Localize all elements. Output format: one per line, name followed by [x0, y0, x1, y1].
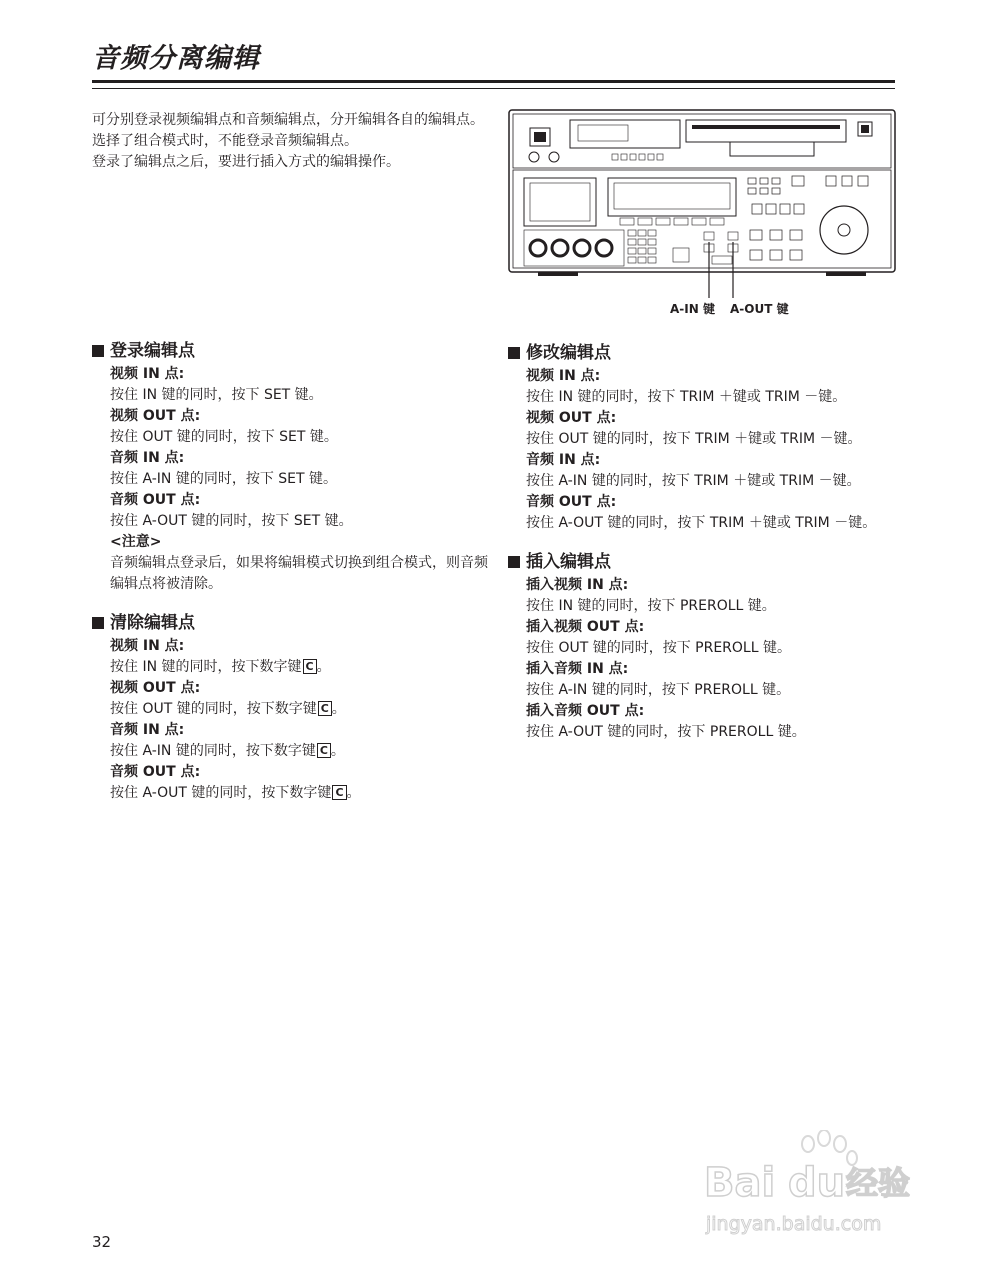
entry-text: 按住 IN 键的同时，按下 PREROLL 键。 — [526, 598, 776, 614]
section-heading — [508, 549, 898, 575]
entry-text: 按住 A-OUT 键的同时，按下 TRIM ＋键或 TRIM －键。 — [526, 515, 877, 531]
c-key-icon: C — [317, 743, 331, 758]
section-heading-text: 清除编辑点 — [110, 613, 195, 633]
note-text: 音频编辑点登录后，如果将编辑模式切换到组合模式，则音频编辑点将被清除。 — [110, 555, 488, 592]
section-heading-text: 修改编辑点 — [526, 343, 611, 363]
intro-text — [92, 110, 492, 173]
entry-label: 视频 IN 点: — [526, 368, 601, 384]
entry-label: 音频 IN 点: — [110, 450, 185, 466]
watermark-brand2: du — [788, 1160, 846, 1206]
entry-text: 按住 A-IN 键的同时，按下 SET 键。 — [110, 471, 338, 487]
entry-text: 按住 IN 键的同时，按下 TRIM ＋键或 TRIM －键。 — [526, 389, 847, 405]
watermark-brand: Bai — [704, 1160, 776, 1206]
entry-label: 插入视频 IN 点: — [526, 577, 629, 593]
entry-label: 音频 OUT 点: — [110, 492, 201, 508]
entry — [508, 575, 898, 743]
entry-label: 视频 OUT 点: — [110, 680, 201, 696]
entry-label: 音频 IN 点: — [110, 722, 185, 738]
section-register — [92, 338, 492, 595]
entry-text: 按住 A-OUT 键的同时，按下 PREROLL 键。 — [526, 724, 806, 740]
entry-text: 按住 A-OUT 键的同时，按下数字键 C 。 — [110, 785, 361, 801]
intro-line: 可分别登录视频编辑点和音频编辑点，分开编辑各自的编辑点。 — [92, 112, 484, 128]
page-number: 32 — [92, 1233, 112, 1251]
entry-text: 按住 OUT 键的同时，按下 TRIM ＋键或 TRIM －键。 — [526, 431, 862, 447]
entry-text: 按住 IN 键的同时，按下数字键 C 。 — [110, 659, 331, 675]
entry-label: 音频 IN 点: — [526, 452, 601, 468]
section-heading — [92, 610, 492, 636]
entry-text: 按住 A-IN 键的同时，按下数字键 C 。 — [110, 743, 345, 759]
entry-text: 按住 OUT 键的同时，按下 SET 键。 — [110, 429, 338, 445]
right-column — [508, 340, 898, 758]
section-clear — [92, 610, 492, 804]
entry-text: 按住 IN 键的同时，按下 SET 键。 — [110, 387, 323, 403]
entry-text: 按住 A-IN 键的同时，按下 TRIM ＋键或 TRIM －键。 — [526, 473, 861, 489]
square-bullet-icon — [92, 617, 104, 629]
vtr-front-panel-illustration — [508, 108, 896, 298]
intro-line: 登录了编辑点之后，要进行插入方式的编辑操作。 — [92, 154, 400, 170]
section-heading — [508, 340, 898, 366]
intro-line: 选择了组合模式时，不能登录音频编辑点。 — [92, 133, 358, 149]
baidu-jingyan-watermark — [700, 1130, 930, 1240]
a-out-key-label: A-OUT 键 — [730, 302, 789, 316]
section-heading-text: 插入编辑点 — [526, 552, 611, 572]
left-column — [92, 338, 492, 819]
watermark-url: jingyan.baidu.com — [706, 1213, 882, 1235]
entry-text: 按住 OUT 键的同时，按下数字键 C 。 — [110, 701, 346, 717]
note-label: <注意> — [110, 534, 162, 550]
section-heading — [92, 338, 492, 364]
entry-text: 按住 OUT 键的同时，按下 PREROLL 键。 — [526, 640, 791, 656]
entry-label: 视频 IN 点: — [110, 638, 185, 654]
entry — [92, 636, 492, 804]
section-insert — [508, 549, 898, 743]
title-rule-thin — [92, 88, 895, 89]
square-bullet-icon — [508, 347, 520, 359]
c-key-icon: C — [303, 659, 317, 674]
title-rule — [92, 80, 895, 83]
entry-label: 音频 OUT 点: — [110, 764, 201, 780]
c-key-icon: C — [332, 785, 346, 800]
watermark-brand-cn: 经验 — [846, 1164, 911, 1202]
section-heading-text: 登录编辑点 — [110, 341, 195, 361]
entry-label: 音频 OUT 点: — [526, 494, 617, 510]
entry — [92, 364, 492, 595]
entry-text: 按住 A-IN 键的同时，按下 PREROLL 键。 — [526, 682, 791, 698]
entry-label: 插入音频 IN 点: — [526, 661, 629, 677]
a-in-key-label: A-IN 键 — [670, 302, 715, 316]
section-modify — [508, 340, 898, 534]
entry — [508, 366, 898, 534]
entry-label: 视频 IN 点: — [110, 366, 185, 382]
entry-label: 视频 OUT 点: — [110, 408, 201, 424]
c-key-icon: C — [318, 701, 332, 716]
square-bullet-icon — [508, 556, 520, 568]
entry-label: 插入视频 OUT 点: — [526, 619, 645, 635]
entry-text: 按住 A-OUT 键的同时，按下 SET 键。 — [110, 513, 353, 529]
entry-label: 插入音频 OUT 点: — [526, 703, 645, 719]
page-title: 音频分离编辑 — [92, 43, 260, 74]
entry-label: 视频 OUT 点: — [526, 410, 617, 426]
square-bullet-icon — [92, 345, 104, 357]
